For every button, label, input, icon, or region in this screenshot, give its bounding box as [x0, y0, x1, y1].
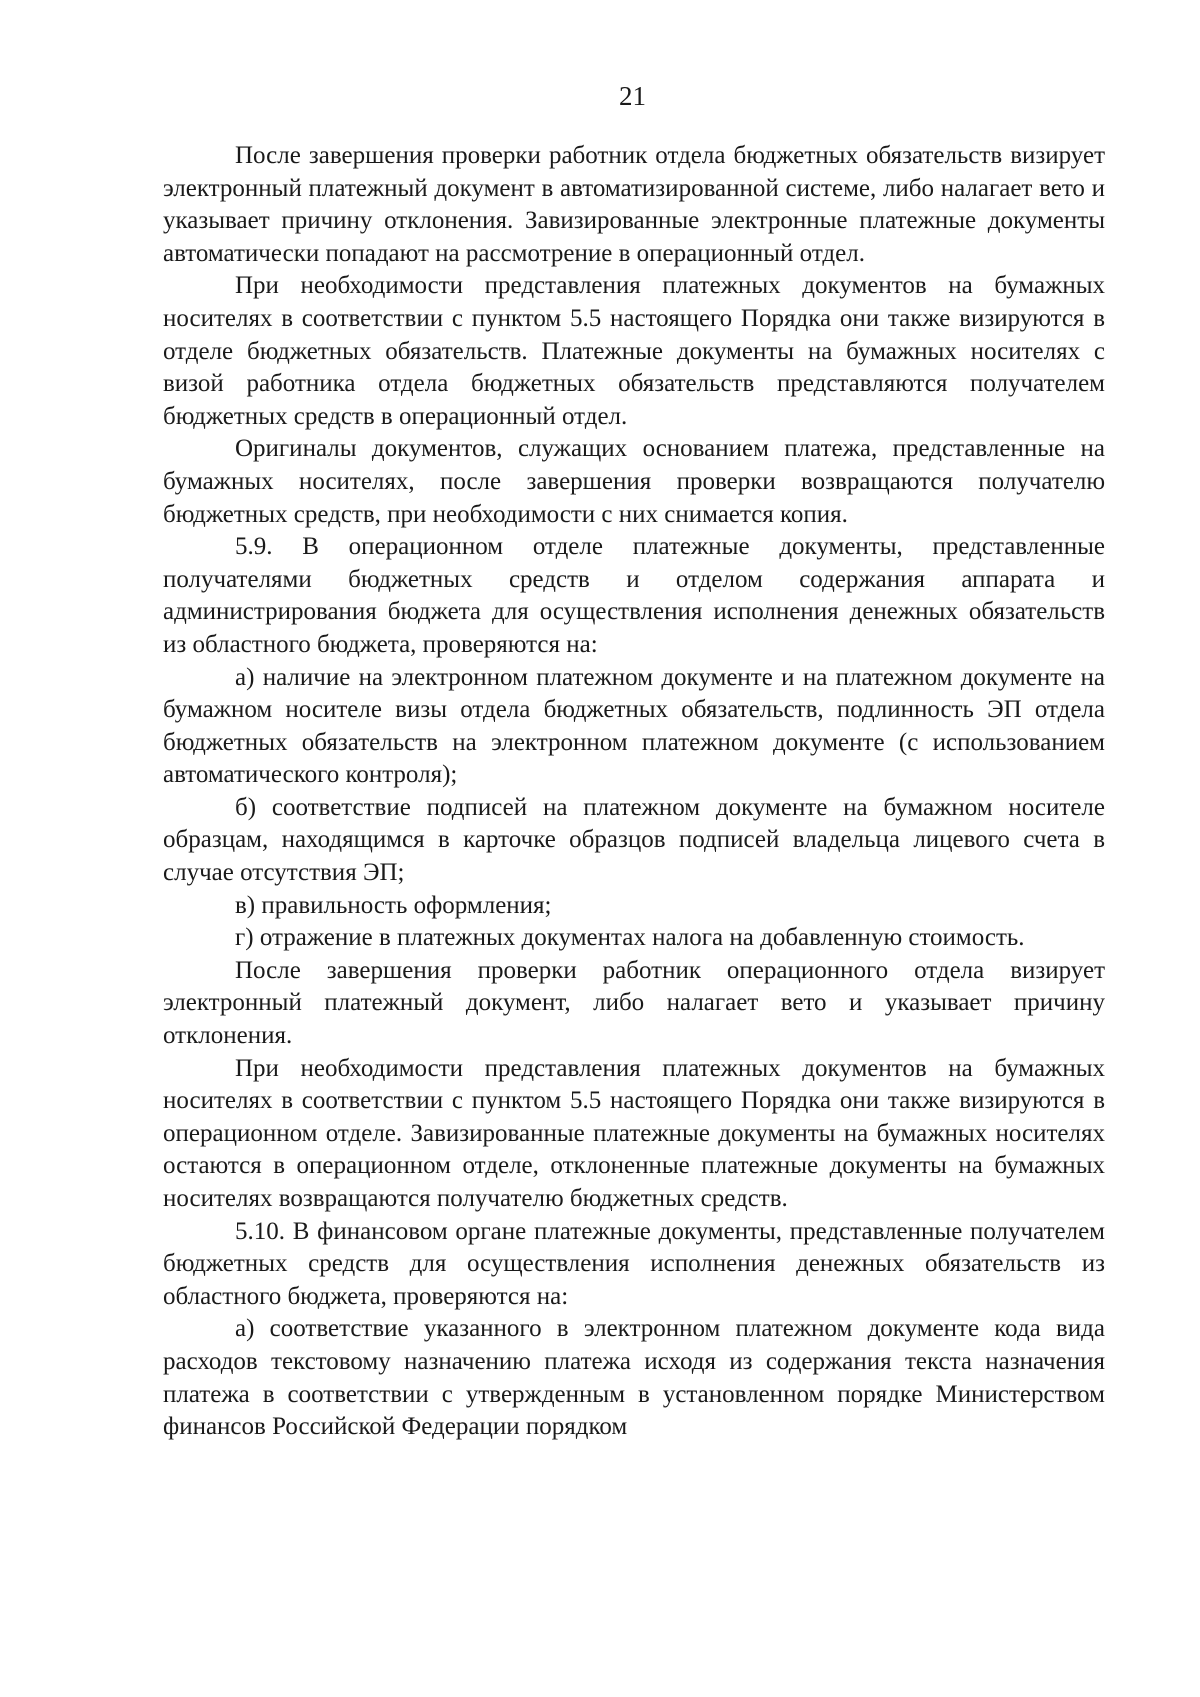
paragraph: 5.10. В финансовом органе платежные документы, представленные получателем бюджетных средств для осуществления исполнения денежных обязательств из областного бюджета, проверяются на:	[163, 1217, 1105, 1310]
paragraph: При необходимости представления платежных документов на бумажных носителях в соответствии с пунктом 5.5 настоящего Порядка они также визируются в отделе бюджетных обязательств. Платежные документы на бумажных носителях с визой работника отдела бюджетных обязательств представляются получателем бюджетных средств в операционный отдел.	[163, 272, 1105, 430]
list-item: а) соответствие указанного в электронном платежном документе кода вида расходов текстовому назначению платежа исходя из содержания текста назначения платежа в соответствии с утвержденным в установленном порядке Министерством финансов Российской Федерации порядком	[163, 1315, 1105, 1441]
list-item: в) правильность оформления;	[235, 891, 552, 919]
list-item: а) наличие на электронном платежном документе и на платежном документе на бумажном носителе визы отдела бюджетных обязательств, подлинность ЭП отдела бюджетных обязательств на электронном платежном документе (с использованием автоматического контроля);	[163, 663, 1105, 789]
paragraph: При необходимости представления платежных документов на бумажных носителях в соответствии с пунктом 5.5 настоящего Порядка они также визируются в операционном отделе. Завизированные платежные документы на бумажных носителях остаются в операционном отделе, отклоненные платежные документы на бумажных носителях возвращаются получателю бюджетных средств.	[163, 1054, 1105, 1212]
list-item: б) соответствие подписей на платежном документе на бумажном носителе образцам, находящимся в карточке образцов подписей владельца лицевого счета в случае отсутствия ЭП;	[163, 793, 1105, 887]
list-item: г) отражение в платежных документах налога на добавленную стоимость.	[235, 924, 1025, 952]
paragraph: После завершения проверки работник операционного отдела визирует электронный платежный документ, либо налагает вето и указывает причину отклонения.	[163, 956, 1105, 1050]
document-body	[163, 140, 1105, 1444]
paragraph: 5.9. В операционном отделе платежные документы, представленные получателями бюджетных средств и отделом содержания аппарата и администрирования бюджета для осуществления исполнения денежных обязательств из областного бюджета, проверяются на:	[163, 533, 1105, 658]
paragraph: После завершения проверки работник отдела бюджетных обязательств визирует электронный платежный документ в автоматизированной системе, либо налагает вето и указывает причину отклонения. Завизированные электронные платежные документы автоматически попадают на рассмотрение в операционный отдел.	[163, 142, 1105, 267]
page-number: 21	[619, 81, 646, 111]
paragraph: Оригиналы документов, служащих основанием платежа, представленные на бумажных носителях, после завершения проверки возвращаются получателю бюджетных средств, при необходимости с них снимается копия.	[163, 435, 1105, 528]
